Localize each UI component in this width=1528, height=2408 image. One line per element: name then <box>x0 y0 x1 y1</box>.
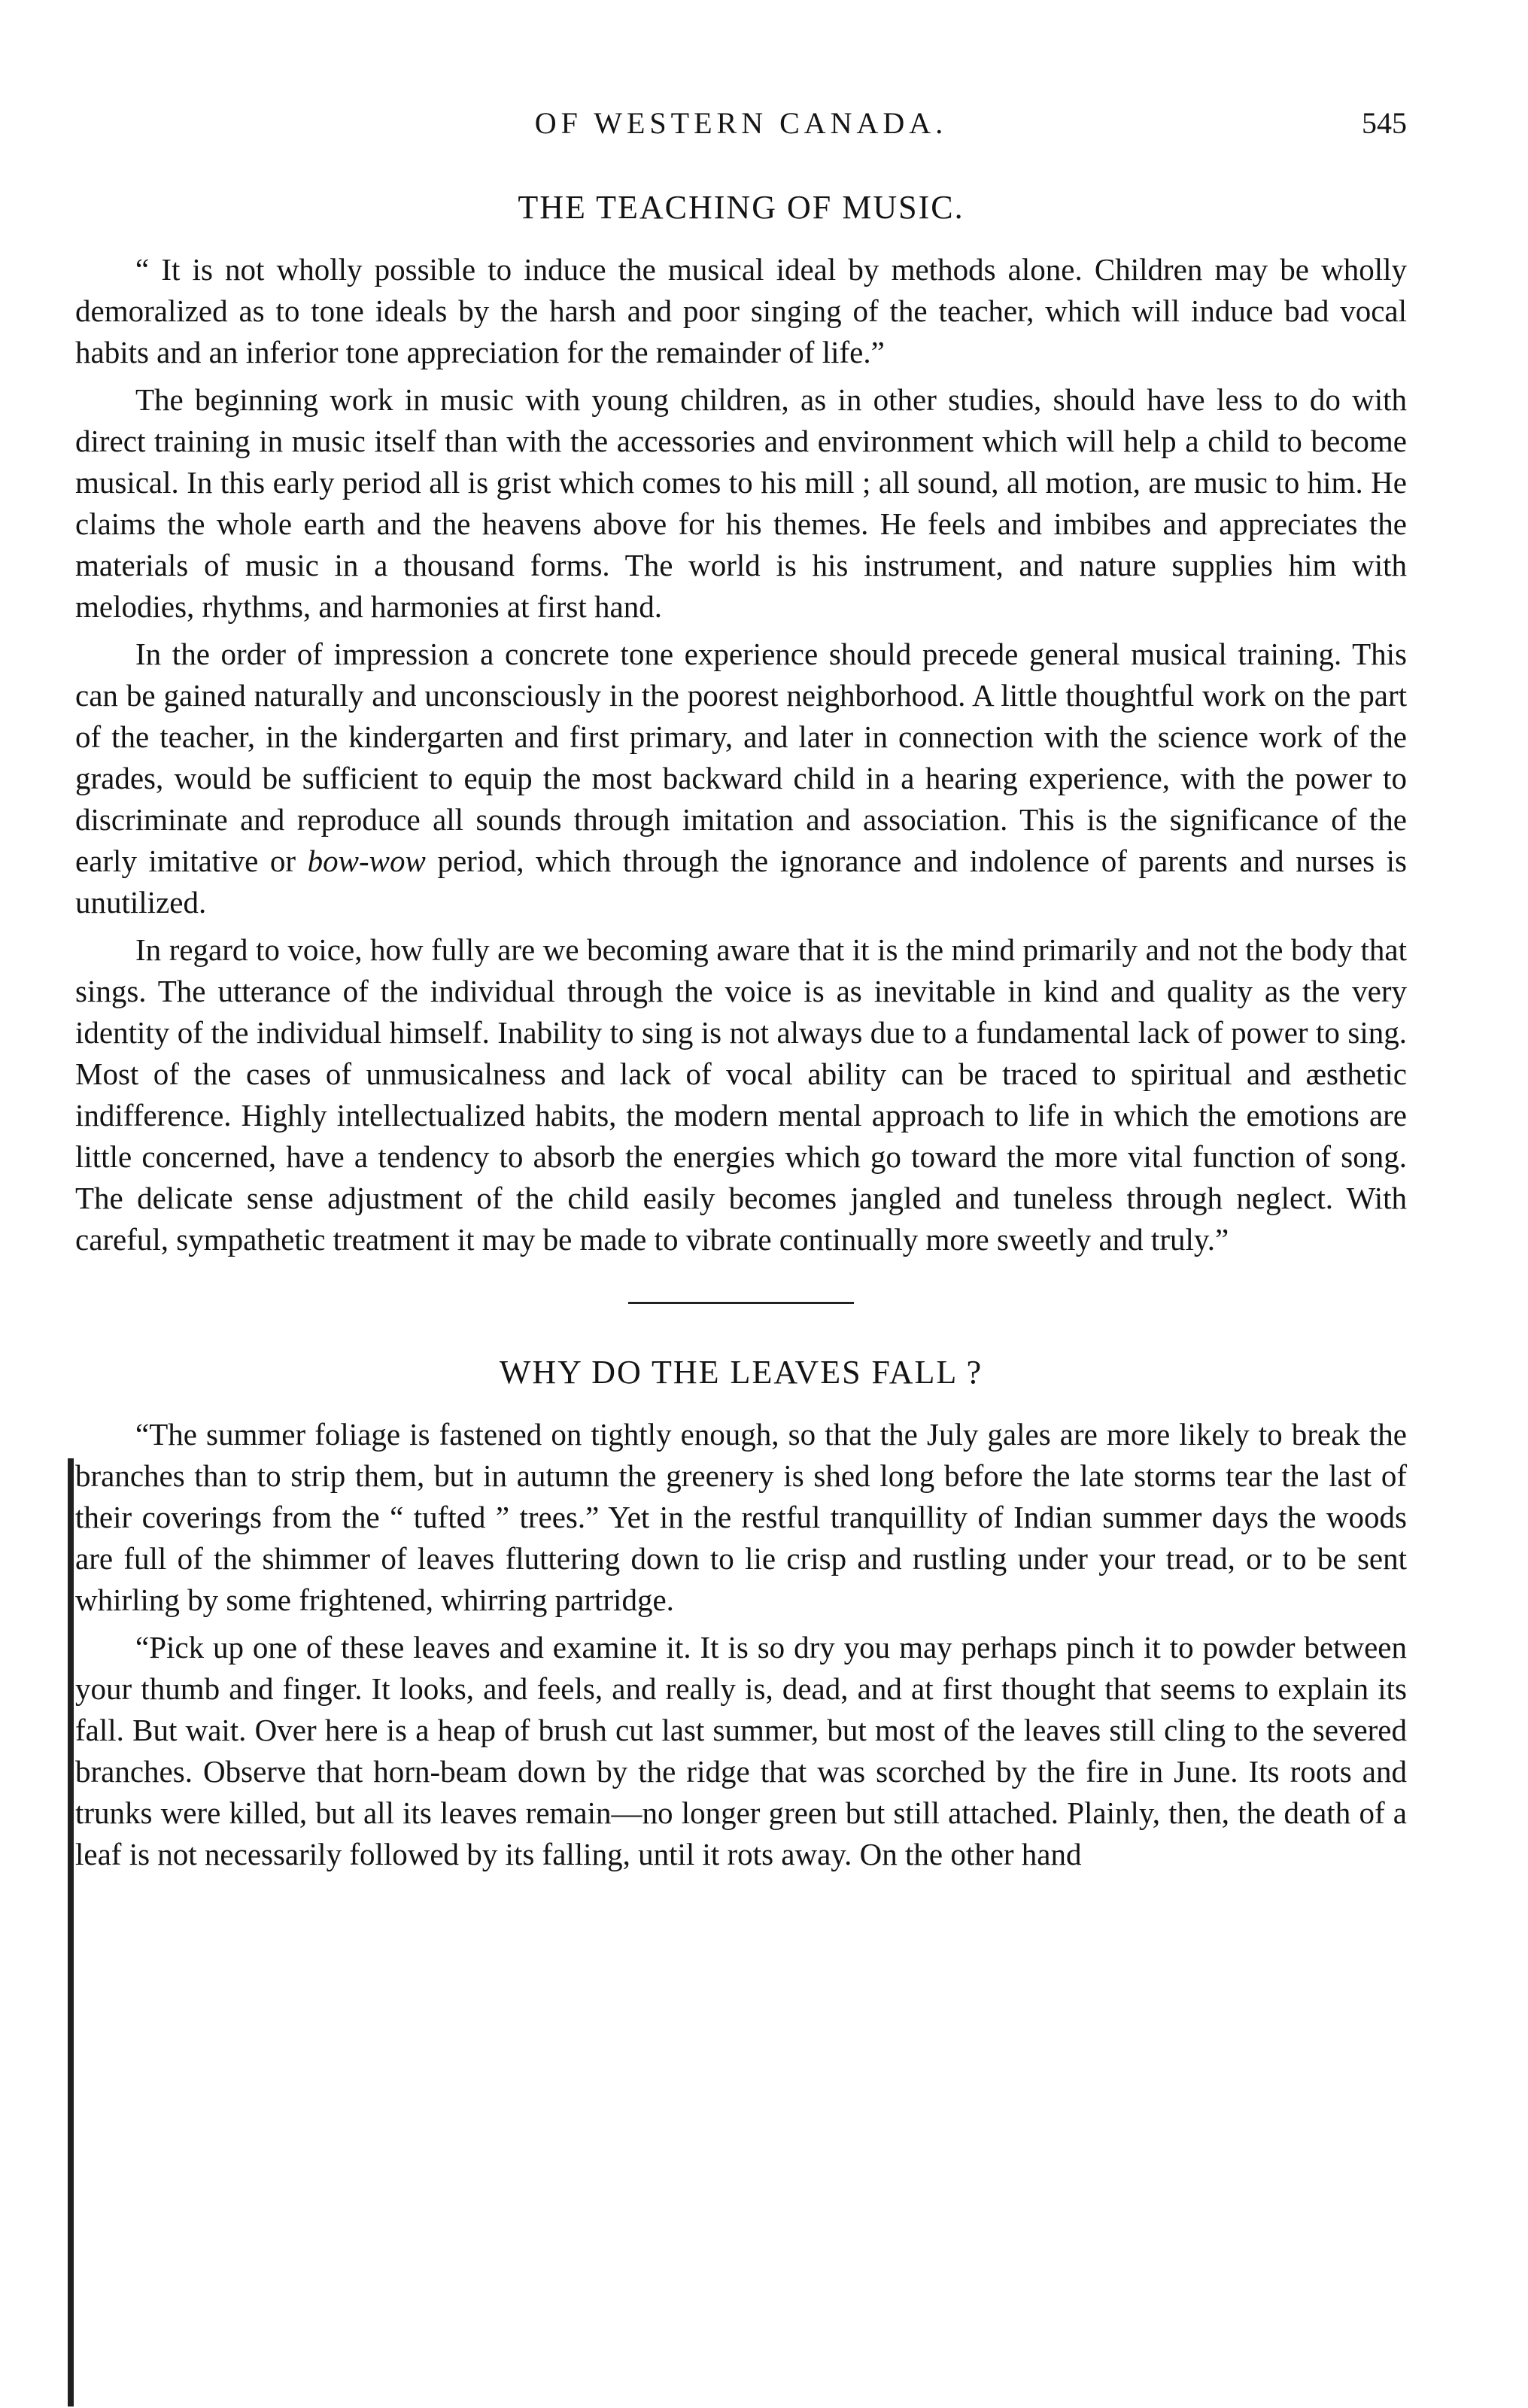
section-teaching-of-music <box>75 188 1407 1260</box>
running-title: OF WESTERN CANADA. <box>534 106 948 140</box>
italic-term: bow-wow <box>307 844 426 878</box>
body-paragraph: “Pick up one of these leaves and examine it. It is so dry you may perhaps pinch it to powder between your thumb and finger. It looks, and feels, and really is, dead, and at first thought that seems to explain its fall. But wait. Over here is a heap of brush cut last summer, but most of the leaves still cling to the severed branches. Observe that horn-beam down by the ridge that was scorched by the fire in June. Its roots and trunks were killed, but all its leaves remain—no longer green but still attached. Plainly, then, the death of a leaf is not necessarily followed by its falling, until it rots away. On the other hand <box>75 1630 1407 1871</box>
quote-paragraph: “ It is not wholly possible to induce the musical ideal by methods alone. Children may be wholly demoralized as to tone ideals by the harsh and poor singing of the teacher, which will induce bad vocal habits and an inferior tone appreciation for the remainder of life.” <box>75 252 1407 369</box>
section-title: THE TEACHING OF MUSIC. <box>518 189 964 226</box>
section-title: WHY DO THE LEAVES FALL ? <box>499 1354 983 1391</box>
body-paragraph <box>75 634 1407 923</box>
book-page <box>75 105 1407 2363</box>
section-divider <box>628 1302 854 1304</box>
section-why-leaves-fall <box>75 1353 1407 1875</box>
body-paragraph: The beginning work in music with young children, as in other studies, should have less to do with direct training in music itself than with the accessories and environment which will help a child to become musical. In this early period all is grist which comes to his mill ; all sound, all motion, are music to him. He claims the whole earth and the heavens above for his themes. He feels and imbibes and appreciates the materials of music in a thousand forms. The world is his instrument, and nature supplies him with melodies, rhythms, and harmonies at first hand. <box>75 382 1407 624</box>
page-number: 545 <box>1362 106 1407 140</box>
scan-edge-mark <box>68 1458 74 2406</box>
text-run: In the order of impression a concrete tone experience should precede general musical training. This can be gained naturally and unconsciously in the poorest neighborhood. A little thoughtful work on the part of the teacher, in the kindergarten and first primary, and later in connection with the science work of the grades, would be sufficient to equip the most backward child in a hearing experience, with the power to discriminate and reproduce all sounds through imitation and association. This is the significance of the early imitative or <box>75 637 1407 878</box>
body-paragraph: “The summer foliage is fastened on tightly enough, so that the July gales are more likely to break the branches than to strip them, but in autumn the greenery is shed long before the late storms tear the last of their coverings from the “ tufted ” trees.” Yet in the restful tranquillity of Indian summer days the woods are full of the shimmer of leaves fluttering down to lie crisp and rustling under your tread, or to be sent whirling by some frightened, whirring partridge. <box>75 1417 1407 1617</box>
text-run: period, which through the ignorance and indolence of parents and nurses is unutilized. <box>75 844 1407 920</box>
body-paragraph: In regard to voice, how fully are we becoming aware that it is the mind primarily and not the body that sings. The utterance of the individual through the voice is as inevitable in kind and quality as the very identity of the individual himself. Inability to sing is not always due to a fundamental lack of power to sing. Most of the cases of unmusicalness and lack of vocal ability can be traced to spiritual and æsthetic indifference. Highly intellectualized habits, the modern mental approach to life in which the emotions are little concerned, have a tendency to absorb the energies which go toward the more vital function of song. The delicate sense adjustment of the child easily becomes jangled and tuneless through neglect. With careful, sympathetic treatment it may be made to vibrate continually more sweetly and truly.” <box>75 932 1407 1257</box>
running-head <box>75 105 1407 158</box>
